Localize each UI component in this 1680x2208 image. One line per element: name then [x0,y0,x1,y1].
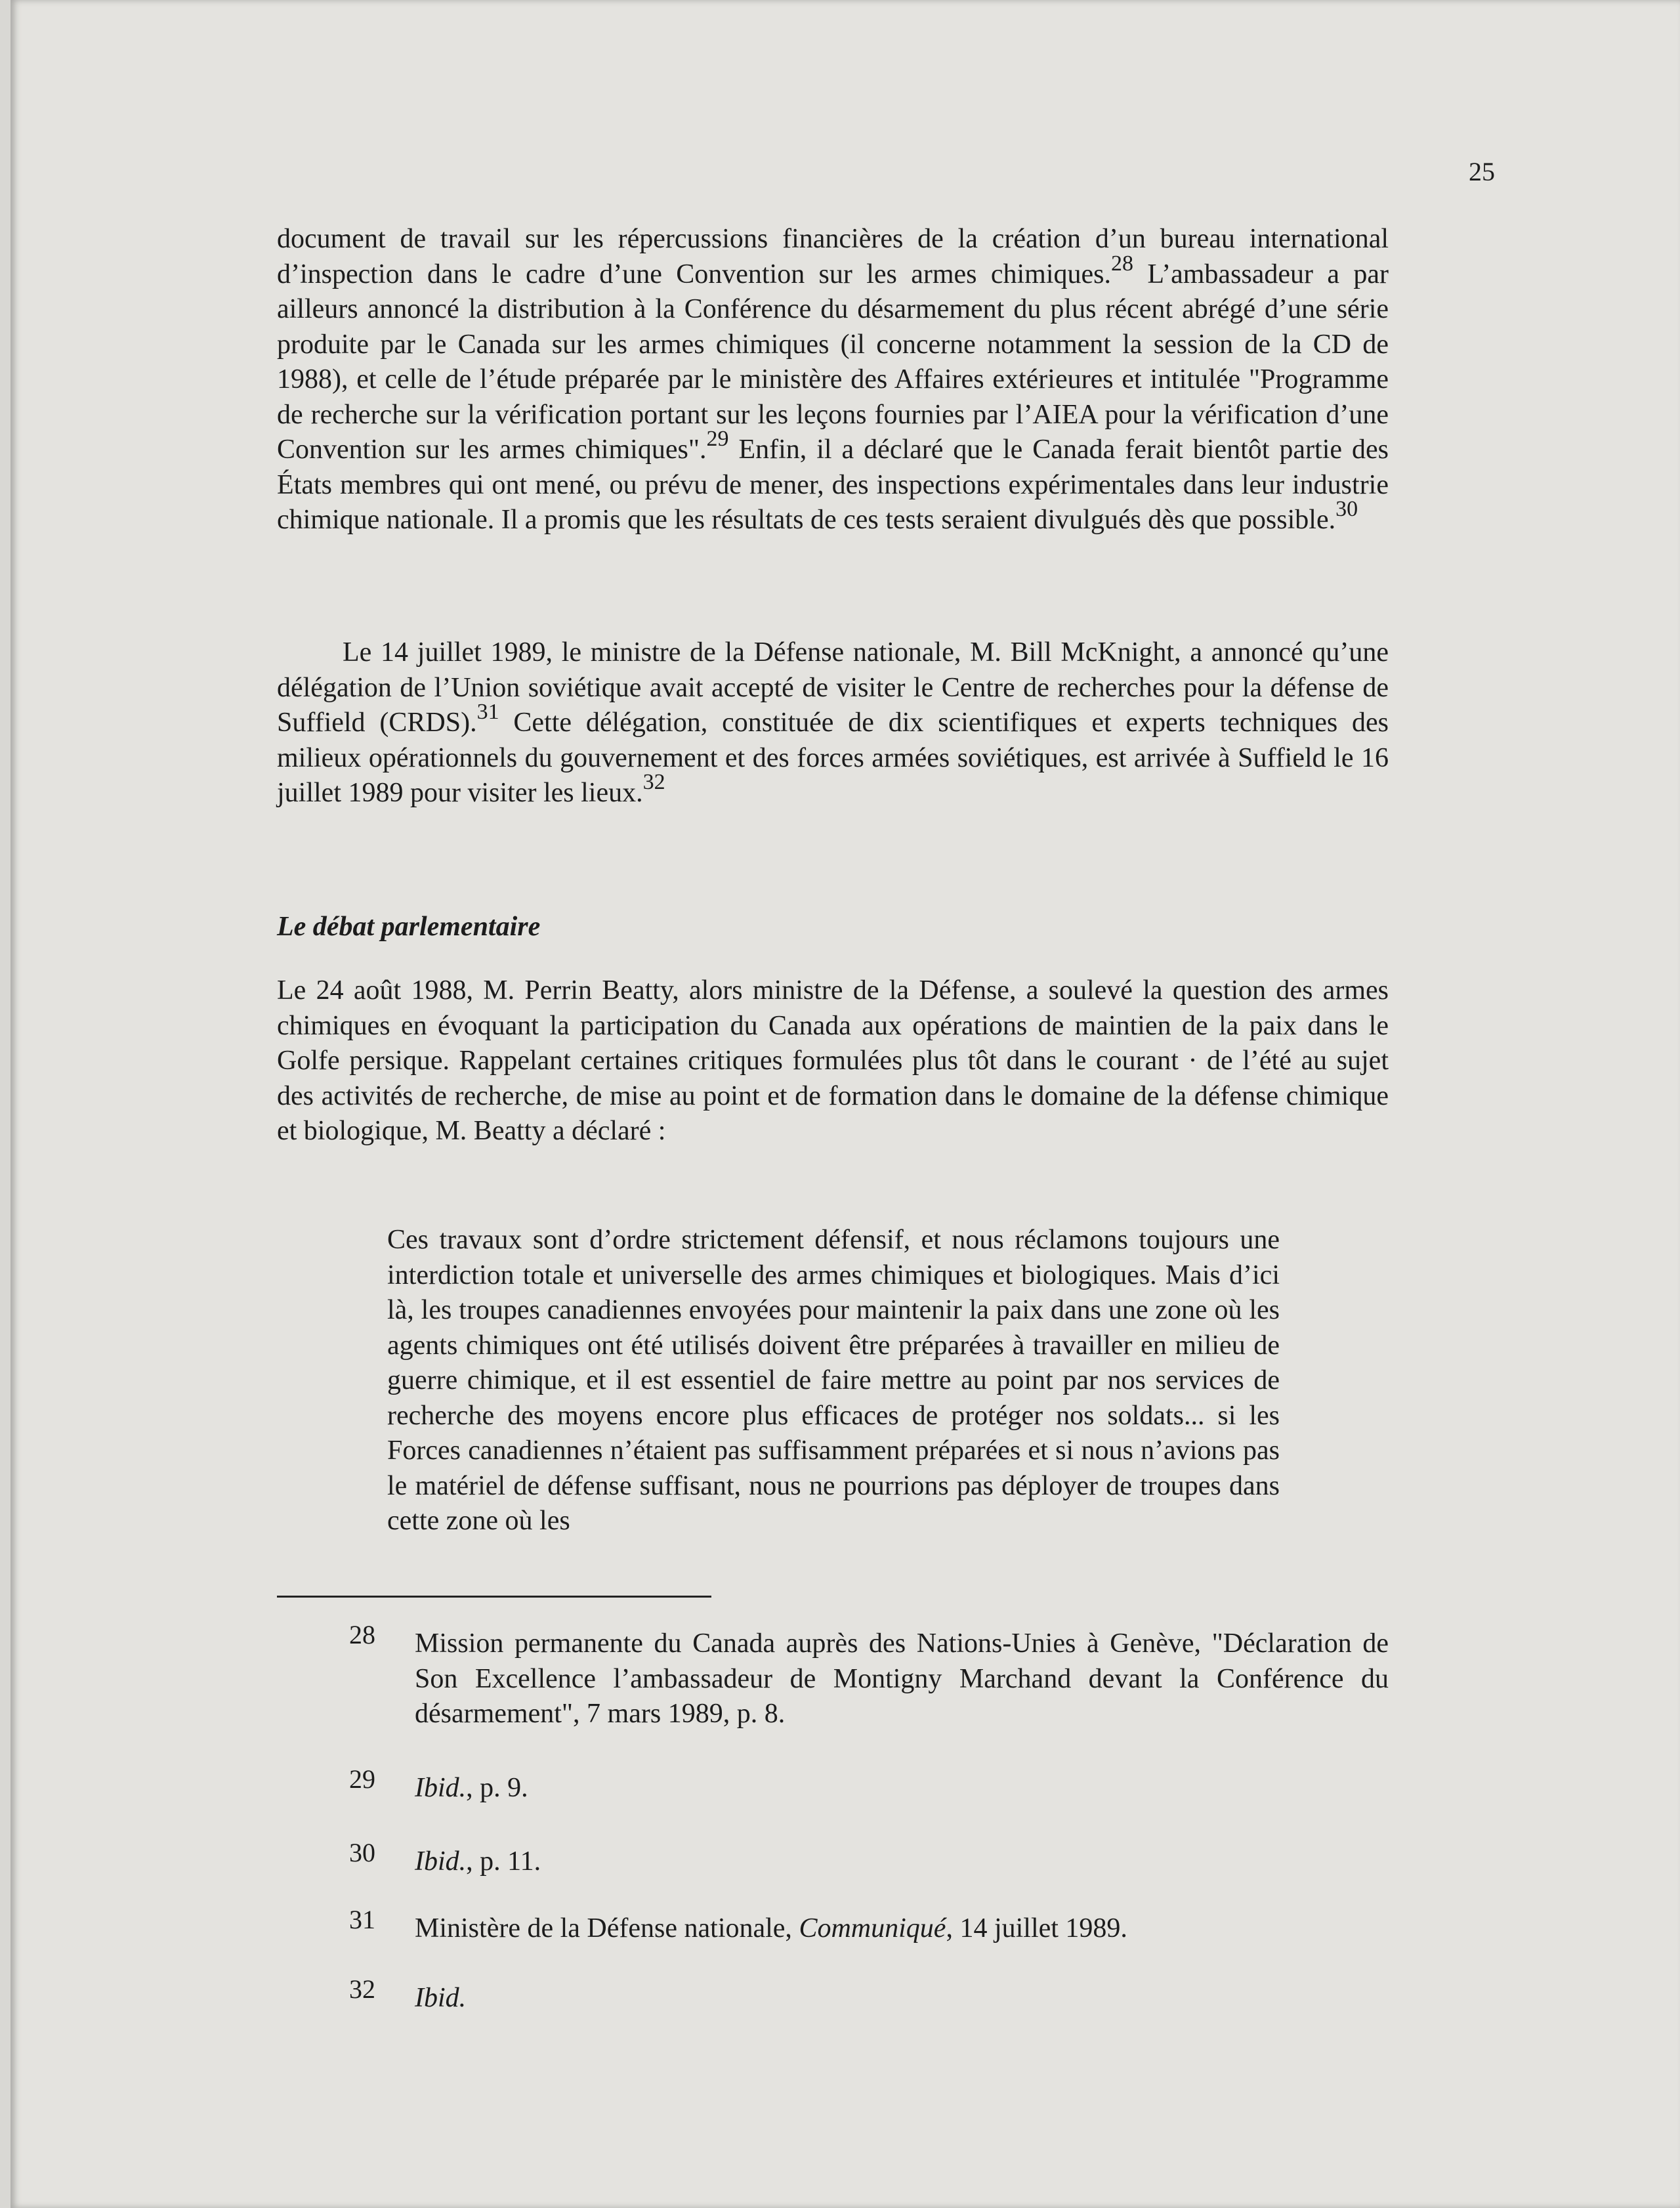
paragraph-2: Le 14 juillet 1989, le ministre de la Défense nationale, M. Bill McKnight, a annoncé qu’une délégation de l’Union soviétique avait accepté de visiter le Centre de recherches pour la défense de Suffield (CRDS).$^{31}$ Cette délégation, constituée de dix scientifiques et experts techniques des milieux opérationnels du gouvernement et des forces armées soviétiques, est arrivée à Suffield le 16 juillet 1989 pour visiter les lieux.$^{32}$ [277,637,1389,808]
page-number: 25 [1469,157,1495,186]
footnote-ref-32[interactable]: 32 [642,770,665,794]
block-quote: Ces travaux sont d’ordre strictement défensif, et nous réclamons toujours une interdiction totale et universelle des armes chimiques et biologiques. Mais d’ici là, les troupes canadiennes envoyées pour maintenir la paix dans une zone où les agents chimiques ont été utilisés doivent être préparées à travailler en milieu de guerre chimique, et il est essentiel de faire mettre au point par nos services de recherche des moyens encore plus efficaces de protéger nos soldats... si les Forces canadiennes n’étaient pas suffisamment préparées et si nous n’avions pas le matériel de défense suffisant, nous ne pourrions pas déployer de troupes dans cette zone où les [387,1225,1280,1536]
footnote-ref-28[interactable]: 28 [1110,251,1133,276]
footnote-29 [349,1764,1389,1806]
footnote-31 [349,1905,1389,1947]
paragraph-1: document de travail sur les répercussions financières de la création d’un bureau international d’inspection dans le cadre d’une Convention sur les armes chimiques.$^{28}$ L’ambassadeur a par ailleurs annoncé la distribution à la Conférence du désarmement du plus récent abrégé d’une série produite par le Canada sur les armes chimiques (il concerne notamment la session de la CD de 1988), et celle de l’étude préparée par le ministère des Affaires extérieures et intitulée "Programme de recherche sur la vérification portant sur les leçons fournies par l’AIEA pour la vérification d’une Convention sur les armes chimiques".$^{29}$ Enfin, il a déclaré que le Canada ferait bientôt partie des États membres qui ont mené, ou prévu de mener, des inspections expérimentales dans leur industrie chimique nationale. Il a promis que les résultats de ces tests seraient divulgués dès que possible.$^{30}$ [277,224,1389,535]
footnote-number: 31 [349,1905,375,1934]
footnote-number: 29 [349,1764,375,1794]
footnote-ref-30[interactable]: 30 [1335,497,1358,521]
document-page [10,0,1680,2208]
footnote-ref-29[interactable]: 29 [706,427,729,451]
footnote-30 [349,1838,1389,1880]
footnote-text: Mission permanente du Canada auprès des Nations-Unies à Genève, "Déclaration de Son Excellence l’ambassadeur de Montigny Marchand devant la Conférence du désarmement", 7 mars 1989, p. 8. [415,1628,1389,1729]
footnote-divider [277,1596,711,1598]
footnote-32 [349,1974,1389,2016]
footnote-28 [349,1620,1389,1732]
paragraph-3: Le 24 août 1988, M. Perrin Beatty, alors ministre de la Défense, a soulevé la question des armes chimiques en évoquant la participation du Canada aux opérations de maintien de la paix dans le Golfe persique. Rappelant certaines critiques formulées plus tôt dans le courant · de l’été au sujet des activités de recherche, de mise au point et de formation dans le domaine de la défense chimique et biologique, M. Beatty a déclaré : [277,975,1389,1146]
footnote-text: Ibid. [415,1983,467,2013]
section-heading: Le débat parlementaire [277,912,541,942]
footnote-number: 28 [349,1620,375,1649]
footnote-text: Ministère de la Défense nationale, Communiqué, 14 juillet 1989. [415,1913,1127,1943]
footnote-ref-31[interactable]: 31 [476,700,499,724]
footnote-text: Ibid., p. 9. [415,1773,528,1803]
footnote-number: 32 [349,1974,375,2004]
footnote-text: Ibid., p. 11. [415,1846,541,1877]
footnote-number: 30 [349,1838,375,1867]
